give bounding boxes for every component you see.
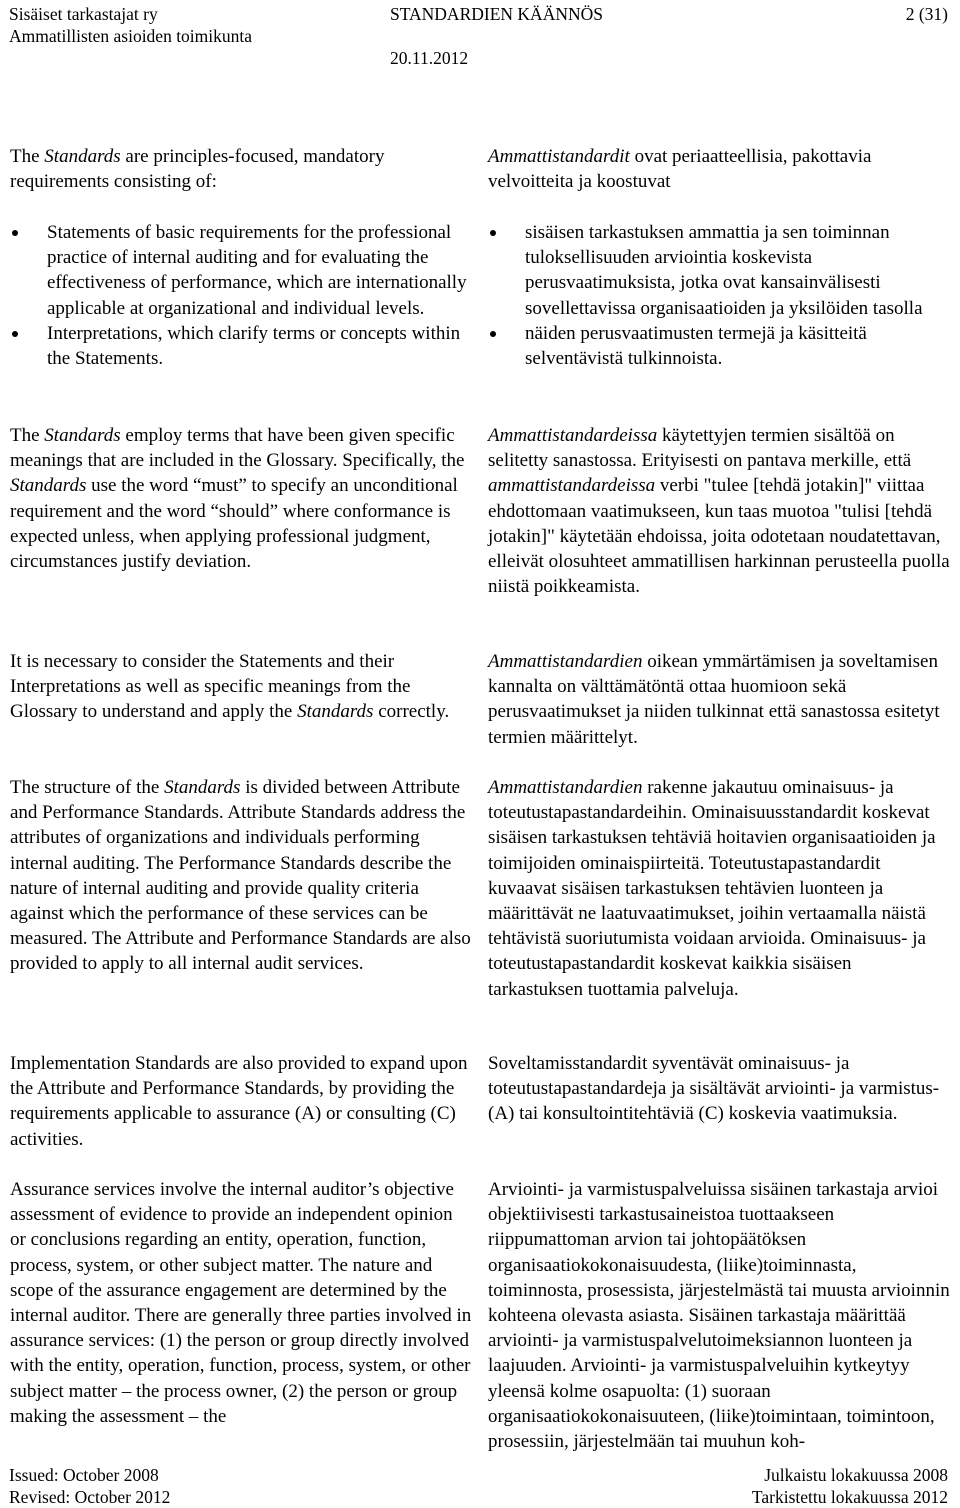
- header-doc-title: STANDARDIEN KÄÄNNÖS: [390, 4, 603, 24]
- en-glossary-paragraph: The Standards employ terms that have been given specific meanings that are included in the Glossary. Specifically, the Standards use the word “must” to specify an unconditional requirement and the word “should” where conformance is expected unless, when applying professional judgment, circumstances justify deviation.: [10, 425, 465, 573]
- en-implementation-paragraph: Implementation Standards are also provided to expand upon the Attribute and Performance Standards, by providing the requirements applicable to assurance (A) or consulting (C) activities.: [10, 1053, 468, 1150]
- header-org-line1: Sisäiset tarkastajat ry: [9, 4, 158, 24]
- en-intro-paragraph: The Standards are principles-focused, mandatory requirements consisting of:: [10, 146, 385, 193]
- footer-issued: Issued: October 2008: [9, 1465, 159, 1485]
- en-requirements-list: [10, 220, 472, 371]
- fi-consider-paragraph: Ammattistandardien oikean ymmärtämisen ja soveltamisen kannalta on välttämätöntä ottaa huomioon sekä perusvaatimukset ja niiden tulkinnat että sanastossa esitetyt termien määrittelyt.: [488, 651, 940, 748]
- header-date: 20.11.2012: [390, 48, 469, 68]
- fi-glossary-paragraph: Ammattistandardeissa käytettyjen termien sisältöä on selitetty sanastossa. Erityisesti on pantava merkille, että ammattistandardeissa verbi "tulee [tehdä jotakin]" viittaa ehdottomaan vaatimukseen, kun taas muotoa "tulisi [tehdä jotakin]" käytetään ehdoissa, joita odotetaan noudatettavan, elleivät olosuhteet ammatillisen harkinnan perusteella puolla niistä poikkeamista.: [488, 425, 950, 598]
- list-item: Statements of basic requirements for the professional practice of internal auditing and for evaluating the effectiveness of performance, which are internationally applicable at organizational and individual levels.: [10, 220, 472, 321]
- fi-requirements-list: [488, 220, 950, 371]
- en-assurance-paragraph: Assurance services involve the internal auditor’s objective assessment of evidence to provide an independent opinion or conclusions regarding an entity, operation, function, process, system, or other subject matter. The nature and scope of the assurance engagement are determined by the internal auditor. There are generally three parties involved in assurance services: (1) the person or group directly involved with the entity, operation, function, process, system, or other subject matter – the process owner, (2) the person or group making the assessment – the: [10, 1179, 472, 1427]
- header-org-line2: Ammatillisten asioiden toimikunta: [9, 26, 253, 46]
- footer-tarkistettu: Tarkistettu lokakuussa 2012: [751, 1487, 948, 1507]
- list-item: näiden perusvaatimusten termejä ja käsitteitä selventävistä tulkinnoista.: [488, 321, 950, 371]
- fi-implementation-paragraph: Soveltamisstandardit syventävät ominaisuus- ja toteutustapastandardeja ja sisältävät arviointi- ja varmistus- (A) tai konsultointitehtäviä (C) koskevia vaatimuksia.: [488, 1053, 940, 1125]
- fi-structure-paragraph: Ammattistandardien rakenne jakautuu ominaisuus- ja toteutustapastandardeihin. Ominaisuusstandardit koskevat sisäisen tarkastuksen tehtäviä hoitavien organisaatioiden ja toimijoiden ominaispiirteitä. Toteutustapastandardit kuvaavat sisäisen tarkastuksen tehtävien luonteen ja määrittävät ne laatuvaatimukset, joihin vertaamalla näistä tehtävistä suoriutumista voidaan arvioida. Ominaisuus- ja toteutustapastandardit koskevat kaikkia sisäisen tarkastuksen tuottamia palveluja.: [488, 777, 936, 1000]
- fi-assurance-paragraph: Arviointi- ja varmistuspalveluissa sisäinen tarkastaja arvioi objektiivisesti tarkastusaineistoa tuottaakseen riippumattoman arvion tai johtopäätöksen organisaatiokokonaisuudesta, (liike)toiminnasta, toiminnosta, prosessista, järjestelmästä tai muusta arvioinnin kohteena olevasta asiasta. Sisäinen tarkastaja määrittää arviointi- ja varmistuspalvelutoimeksiannon luonteen ja laajuuden. Arviointi- ja varmistuspalveluihin kytkeytyy yleensä kolme osapuolta: (1) suoraan organisaatiokokonaisuuteen, (liike)toimintaan, toimintoon, prosessiin, järjestelmään tai muuhun koh-: [488, 1179, 950, 1453]
- footer-revised: Revised: October 2012: [9, 1487, 171, 1507]
- footer-julkaistu: Julkaistu lokakuussa 2008: [764, 1465, 948, 1485]
- fi-intro-paragraph: Ammattistandardit ovat periaatteellisia, pakottavia velvoitteita ja koostuvat: [488, 146, 872, 193]
- list-item: sisäisen tarkastuksen ammattia ja sen toiminnan tuloksellisuuden arviointia koskevista perusvaatimuksista, jotka ovat kansainvälisesti sovellettavissa organisaatioiden ja yksilöiden tasolla: [488, 220, 950, 321]
- header-page-number: 2 (31): [905, 4, 948, 24]
- en-consider-paragraph: It is necessary to consider the Statements and their Interpretations as well as specific meanings from the Glossary to understand and apply the Standards correctly.: [10, 651, 450, 723]
- en-structure-paragraph: The structure of the Standards is divided between Attribute and Performance Standards. Attribute Standards address the attributes of organizations and individuals performing internal auditing. The Performance Standards describe the nature of internal auditing and provide quality criteria against which the performance of these services can be measured. The Attribute and Performance Standards are also provided to apply to all internal audit services.: [10, 777, 471, 975]
- list-item: Interpretations, which clarify terms or concepts within the Statements.: [10, 321, 472, 371]
